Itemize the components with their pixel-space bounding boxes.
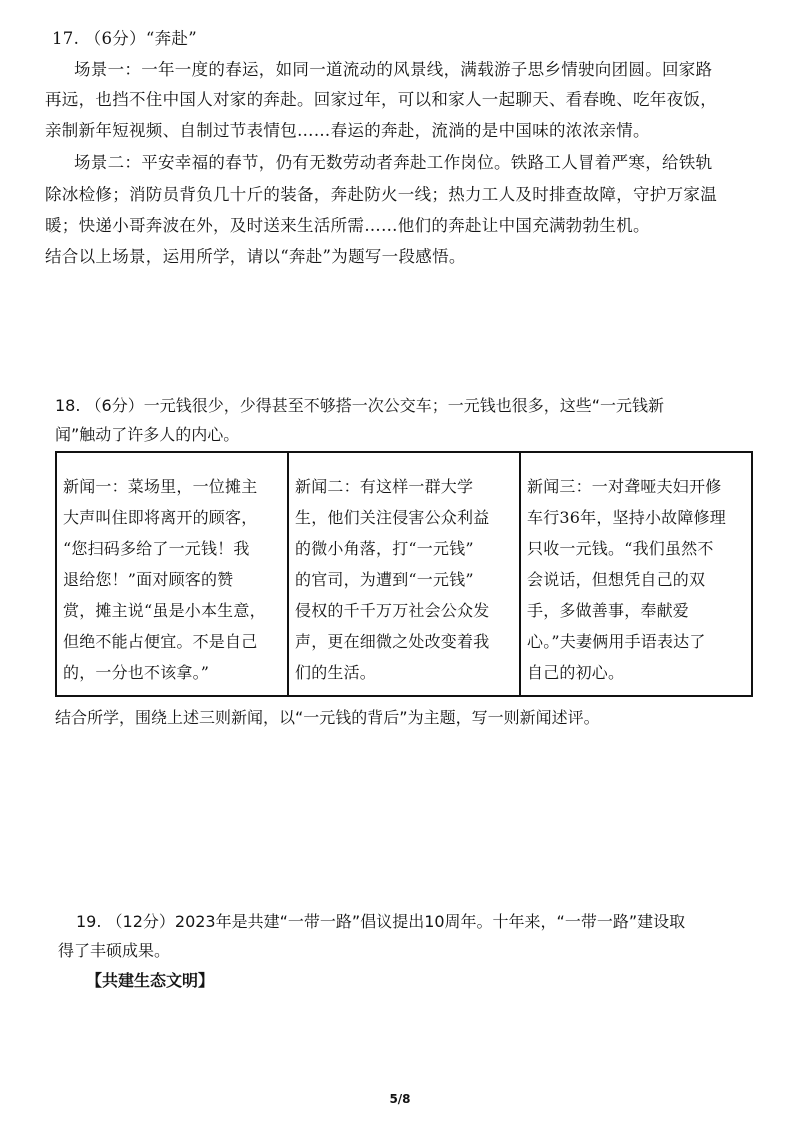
news-1-line: 退给您！”面对顾客的赞 <box>63 570 234 589</box>
news-cell-3 <box>521 453 751 695</box>
q17-scene2-line-3: 暖；快递小哥奔波在外，及时送来生活所需……他们的奔赴让中国充满勃勃生机。 <box>45 216 650 235</box>
news-2-line: 新闻二：有这样一群大学 <box>295 477 474 496</box>
news-2-line: 声，更在细微之处改变着我 <box>295 632 490 651</box>
news-cell-1 <box>57 453 289 695</box>
news-2-line: 的官司，为遭到“一元钱” <box>295 570 474 589</box>
news-3-line: 心。”夫妻俩用手语表达了 <box>527 632 706 651</box>
news-1-line: 大声叫住即将离开的顾客， <box>63 508 258 527</box>
news-table <box>55 451 753 697</box>
q17-instruction: 结合以上场景，运用所学，请以“奔赴”为题写一段感悟。 <box>45 247 466 266</box>
q17-scene1-line-3: 亲制新年短视频、自制过节表情包……春运的奔赴，流淌的是中国味的浓浓亲情。 <box>45 121 650 140</box>
q19-subheading: 【共建生态文明】 <box>86 971 215 990</box>
q17-scene1-line-1: 场景一：一年一度的春运，如同一道流动的风景线，满载游子思乡情驶向团圆。回家路 <box>74 60 713 79</box>
news-3-line: 会说话，但想凭自己的双 <box>527 570 706 589</box>
news-3-line: 车行36年，坚持小故障修理 <box>527 508 726 527</box>
q18-instruction: 结合所学，围绕上述三则新闻，以“一元钱的背后”为主题，写一则新闻述评。 <box>55 708 600 727</box>
page-number: 5/8 <box>389 1092 411 1106</box>
news-cell-2 <box>289 453 521 695</box>
news-2-line: 生，他们关注侵害公众利益 <box>295 508 490 527</box>
news-3-line: 只收一元钱。“我们虽然不 <box>527 539 714 558</box>
news-1-line: 但绝不能占便宜。不是自己 <box>63 632 258 651</box>
news-3-line: 手，多做善事，奉献爱 <box>527 601 690 620</box>
news-3-line: 新闻三：一对聋哑夫妇开修 <box>527 477 722 496</box>
q18-prompt-line-1: 18. （6分）一元钱很少，少得甚至不够搭一次公交车；一元钱也很多，这些“一元钱新 <box>55 396 665 415</box>
news-2-line: 的微小角落，打“一元钱” <box>295 539 474 558</box>
q17-scene2-line-1: 场景二：平安幸福的春节，仍有无数劳动者奔赴工作岗位。铁路工人冒着严寒，给铁轨 <box>74 153 713 172</box>
news-1-line: “您扫码多给了一元钱！我 <box>63 539 250 558</box>
q17-header: 17. （6分）“奔赴” <box>52 29 197 48</box>
news-2-line: 们的生活。 <box>295 663 377 682</box>
news-1-line: 新闻一：菜场里，一位摊主 <box>63 477 258 496</box>
news-2-line: 侵权的千千万万社会公众发 <box>295 601 490 620</box>
news-1-line: 赏，摊主说“虽是小本生意， <box>63 601 266 620</box>
q18-prompt-line-2: 闻”触动了许多人的内心。 <box>55 425 240 444</box>
q17-scene1-line-2: 再远，也挡不住中国人对家的奔赴。回家过年，可以和家人一起聊天、看春晚、吃年夜饭， <box>45 90 717 109</box>
q19-prompt-line-2: 得了丰硕成果。 <box>58 941 171 960</box>
news-3-line: 自己的初心。 <box>527 663 625 682</box>
q19-prompt-line-1: 19. （12分）2023年是共建“一带一路”倡议提出10周年。十年来，“一带一路”建设取 <box>76 912 686 931</box>
news-1-line: 的，一分也不该拿。” <box>63 663 210 682</box>
q17-scene2-line-2: 除冰检修；消防员背负几十斤的装备，奔赴防火一线；热力工人及时排查故障，守护万家温 <box>45 185 717 204</box>
